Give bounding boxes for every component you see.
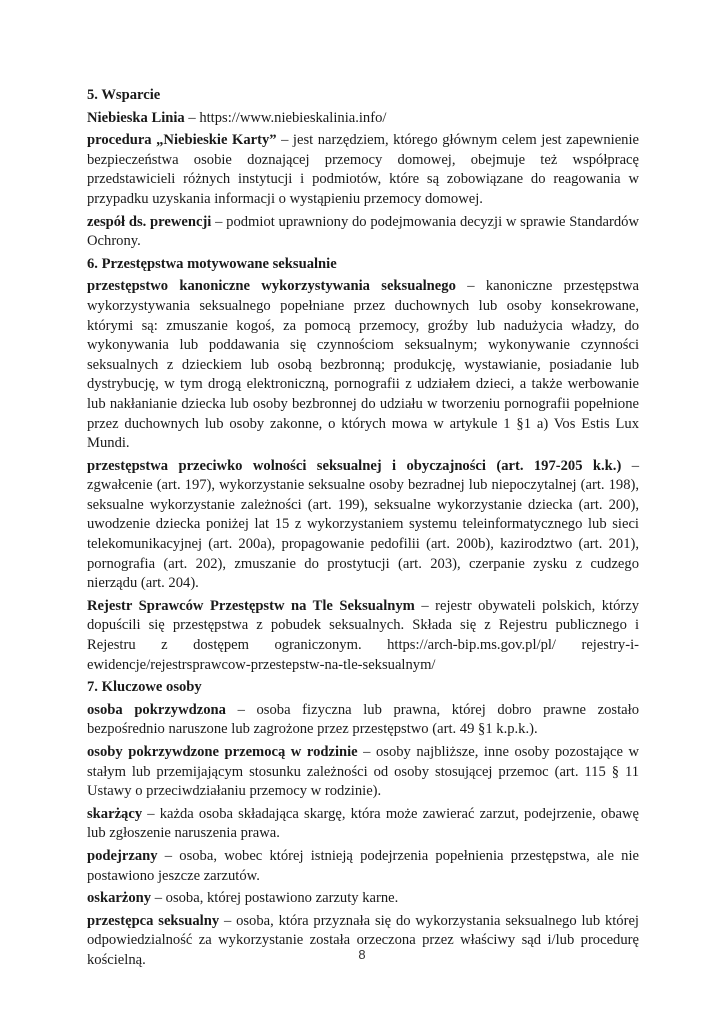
definition: – zgwałcenie (art. 197), wykorzystanie seksualne osoby bezradnej lub niepoczytalnej (art. 198), seksualne wykorzystanie zależności (art. 199), seksualne wykorzystanie dziecka (art. 200), uwodzenie dziecka poniżej lat 15 z wykorzystaniem systemu teleinformatycznego lub sieci telekomunikacyjnej (art. 200a), propagowanie pedofilii (art. 200b), kazirodztwo (art. 201), pornografia (art. 202), zmuszanie do prostytucji (art. 203), czerpanie zysku z cudzego nierządu (art. 204). [87,457,640,592]
definition-entry [87,109,639,129]
section-heading: 6. Przestępstwa motywowane seksualnie [87,255,337,272]
definition-entry [87,743,639,802]
term: zespół ds. prewencji [87,213,212,230]
definition: – podmiot uprawniony do podejmowania decyzji w sprawie Standardów Ochrony. [87,213,639,250]
term: podejrzany [87,847,158,864]
definition-entry [87,131,639,209]
definition: – osoba, wobec której istnieją podejrzenia popełnienia przestępstwa, ale nie postawiono jeszcze zarzutów. [87,847,639,884]
definition-entry [87,457,639,594]
definition: – osoby najbliższe, inne osoby pozostające w stałym lub przemijającym stosunku zależności od osoby stosującej przemoc (art. 115 § 11 Ustawy o przeciwdziałaniu przemocy w rodzinie). [87,744,640,800]
definition: – osoba, której postawiono zarzuty karne. [151,890,399,907]
term: Rejestr Sprawców Przestępstw na Tle Seksualnym [87,597,415,614]
section-heading: 7. Kluczowe osoby [87,679,202,696]
term: procedura „Niebieskie Karty” [87,132,277,149]
section-heading: 5. Wsparcie [87,87,161,103]
definition: – kanoniczne przestępstwa wykorzystywania seksualnego popełniane przez duchownych lub osoby konsekrowane, którymi są: zmuszanie kogoś, za pomocą przemocy, groźby lub nadużycia władzy, do wykonywania lub poddawania się czynnościom seksualnym; wykonywanie czynności seksualnych z dzieckiem lub osobą bezbronną; produkcję, wystawianie, posiadanie lub dystrybucję, w tym drogą elektroniczną, pornografii z udziałem dzieci, a także werbowanie lub nakłanianie dziecka lub osoby bezbronnej do udziału w tworzeniu pornografii popełnione przez duchownych lub osoby zakonne, o których mowa w artykule 1 §1 a) Vos Estis Lux Mundi. [87,278,640,452]
term: przestępstwo kanoniczne wykorzystywania seksualnego [87,278,456,295]
page-number: 8 [358,947,366,962]
definition-entry [87,277,639,453]
document-page [87,86,639,974]
definition-entry [87,889,639,909]
definition-entry [87,847,639,886]
term: oskarżony [87,890,152,907]
term: osoba pokrzywdzona [87,701,226,718]
term: skarżący [87,805,143,822]
term: przestępca seksualny [87,912,220,929]
definition: – osoba fizyczna lub prawna, której dobro prawne zostało bezpośrednio naruszone lub zagrożone przez przestępstwo (art. 49 §1 k.p.k.). [87,701,639,738]
term: osoby pokrzywdzone przemocą w rodzinie [87,744,358,760]
term: Niebieska Linia [87,109,185,126]
definition: – jest narzędziem, którego głównym celem jest zapewnienie bezpieczeństwa osobie doznającej przemocy domowej, obejmuje też współpracę przedstawicieli różnych instytucji i podmiotów, które są zobowiązane do reagowania w przypadku uzyskania informacji o wystąpieniu przemocy domowej. [87,132,640,207]
definition-entry [87,701,639,740]
definition-entry [87,805,639,844]
definition: – każda osoba składająca skargę, która może zawierać zarzut, podejrzenie, obawę lub zgłoszenie naruszenia prawa. [87,805,639,842]
definition-entry [87,597,639,675]
term: przestępstwa przeciwko wolności seksualnej i obyczajności (art. 197-205 k.k.) [87,457,622,474]
definition: – rejestr obywateli polskich, którzy dopuścili się przestępstwa z pobudek seksualnych. Składa się z Rejestru publicznego i Rejestru z dostępem ograniczonym. https://arch-bip.ms.gov.pl/pl/ rejestry-i-ewidencje/rejestrsprawcow-przestepstw-na-tle-seksualnym/ [87,597,640,673]
definition: – osoba, która przyznała się do wykorzystania seksualnego lub której odpowiedzialność za wykorzystanie została orzeczona przez właściwy sąd i/lub procedurę kościelną. [87,912,639,968]
definition-entry [87,213,639,252]
definition: – https://www.niebieskalinia.info/ [184,109,387,126]
